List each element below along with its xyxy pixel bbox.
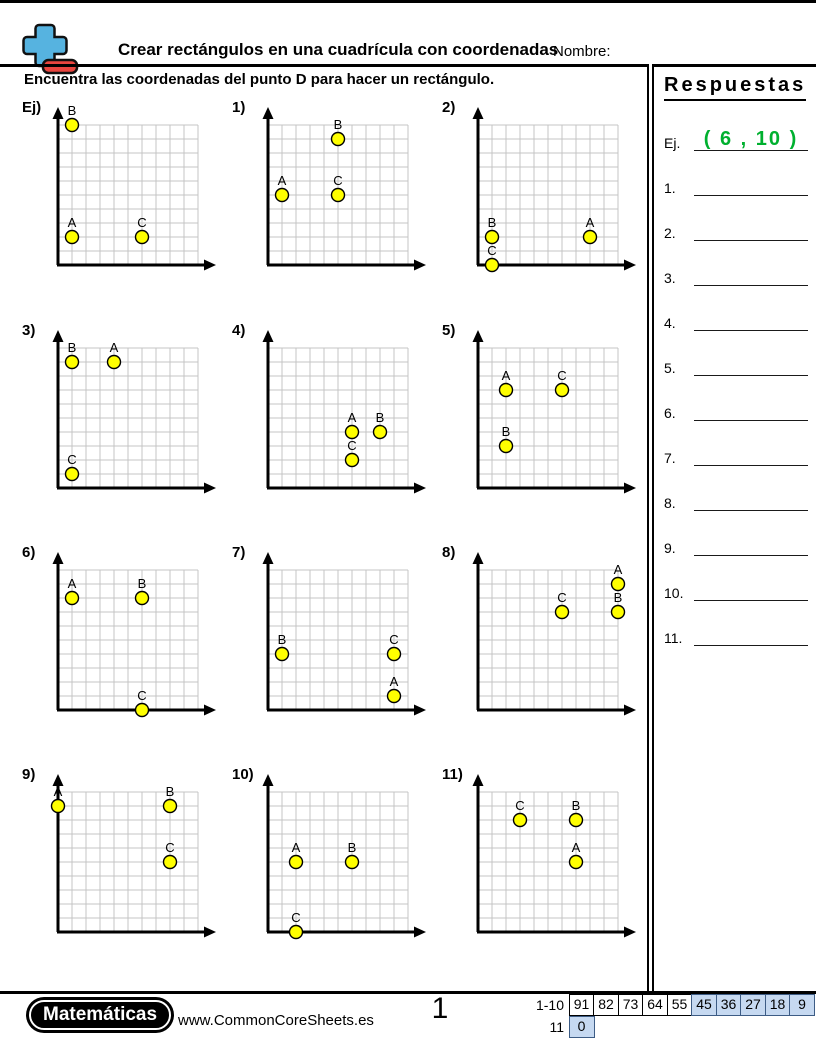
answer-number: 11. — [664, 630, 683, 646]
point-A — [388, 690, 401, 703]
point-label-A: A — [109, 340, 119, 355]
answer-blank — [694, 259, 808, 286]
point-label-C: C — [137, 215, 147, 230]
point-C — [556, 606, 569, 619]
point-label-A: A — [347, 410, 357, 425]
point-A — [500, 384, 513, 397]
point-C — [388, 648, 401, 661]
point-label-B: B — [487, 215, 497, 230]
point-label-C: C — [333, 173, 343, 188]
point-A — [66, 231, 79, 244]
score-cell: 82 — [593, 994, 619, 1016]
point-label-C: C — [347, 438, 357, 453]
point-C — [136, 231, 149, 244]
problem-number: 8) — [442, 544, 456, 561]
answer-row-9 — [664, 530, 808, 556]
point-B — [612, 606, 625, 619]
problem-panel-2 — [440, 97, 650, 315]
coordinate-grid — [462, 770, 638, 948]
coordinate-grid — [462, 103, 638, 281]
problem-panel-5 — [440, 320, 650, 538]
point-C — [66, 468, 79, 481]
point-label-C: C — [67, 452, 77, 467]
answer-blank — [694, 124, 808, 151]
answer-blank — [694, 169, 808, 196]
point-A — [570, 856, 583, 869]
answer-number: 3. — [664, 270, 676, 286]
problem-number: 6) — [22, 544, 36, 561]
point-label-B: B — [571, 798, 581, 813]
answer-row-7 — [664, 440, 808, 466]
brand-name: Matemáticas — [29, 1000, 171, 1030]
point-B — [332, 133, 345, 146]
point-label-A: A — [613, 562, 623, 577]
answer-row-Ej — [664, 125, 808, 151]
answer-row-4 — [664, 305, 808, 331]
answer-number: Ej. — [664, 135, 681, 151]
point-B — [276, 648, 289, 661]
problem-panel-11 — [440, 764, 650, 982]
problem-number: 9) — [22, 766, 36, 783]
point-C — [486, 259, 499, 272]
point-label-B: B — [375, 410, 385, 425]
answer-row-2 — [664, 215, 808, 241]
problem-panel-4 — [230, 320, 440, 538]
point-B — [500, 440, 513, 453]
score-cell: 91 — [569, 994, 595, 1016]
point-label-A: A — [585, 215, 595, 230]
point-label-B: B — [347, 840, 357, 855]
point-C — [332, 189, 345, 202]
point-label-A: A — [53, 784, 63, 799]
answer-blank — [694, 349, 808, 376]
point-label-C: C — [291, 910, 301, 925]
answer-blank — [694, 484, 808, 511]
answer-row-5 — [664, 350, 808, 376]
point-A — [290, 856, 303, 869]
point-B — [66, 356, 79, 369]
problem-number: 5) — [442, 322, 456, 339]
coordinate-grid — [42, 770, 218, 948]
example-answer-value: ( 6 , 10 ) — [703, 128, 799, 150]
point-label-B: B — [333, 117, 343, 132]
point-A — [612, 578, 625, 591]
point-label-C: C — [515, 798, 525, 813]
point-label-C: C — [137, 688, 147, 703]
point-label-C: C — [487, 243, 497, 258]
problem-panel-9 — [20, 764, 230, 982]
point-label-B: B — [137, 576, 147, 591]
score-row — [518, 1016, 815, 1038]
problem-panel-3 — [20, 320, 230, 538]
score-range-label: 11 — [549, 1019, 564, 1035]
score-cell: 0 — [569, 1016, 595, 1038]
score-cell: 18 — [765, 994, 791, 1016]
coordinate-grid — [42, 326, 218, 504]
answer-blank — [694, 394, 808, 421]
answer-blank — [694, 304, 808, 331]
score-cell: 73 — [618, 994, 644, 1016]
point-label-C: C — [165, 840, 175, 855]
point-A — [108, 356, 121, 369]
point-label-A: A — [571, 840, 581, 855]
problem-panel-8 — [440, 542, 650, 760]
problem-panel-6 — [20, 542, 230, 760]
answer-row-1 — [664, 170, 808, 196]
score-table — [518, 994, 815, 1038]
problem-number: 4) — [232, 322, 246, 339]
point-B — [374, 426, 387, 439]
point-C — [290, 926, 303, 939]
point-label-B: B — [67, 103, 77, 118]
answer-number: 8. — [664, 495, 676, 511]
score-cell: 27 — [740, 994, 766, 1016]
point-label-B: B — [67, 340, 77, 355]
point-B — [346, 856, 359, 869]
point-label-A: A — [67, 215, 77, 230]
score-row — [518, 994, 815, 1016]
point-C — [556, 384, 569, 397]
page-number: 1 — [431, 992, 449, 1025]
problem-number: Ej) — [22, 99, 42, 116]
answer-blank — [694, 214, 808, 241]
answer-number: 1. — [664, 180, 676, 196]
score-cell: 36 — [716, 994, 742, 1016]
website-url: www.CommonCoreSheets.es — [178, 1012, 374, 1029]
point-A — [584, 231, 597, 244]
problem-panel-Ej — [20, 97, 230, 315]
answer-row-10 — [664, 575, 808, 601]
problem-panel-7 — [230, 542, 440, 760]
answer-blank — [694, 574, 808, 601]
point-label-A: A — [501, 368, 511, 383]
point-label-A: A — [277, 173, 287, 188]
answer-blank — [694, 619, 808, 646]
instruction-text: Encuentra las coordenadas del punto D para hacer un rectángulo. — [24, 71, 495, 88]
score-cell: 9 — [789, 994, 815, 1016]
point-A — [346, 426, 359, 439]
coordinate-grid — [462, 548, 638, 726]
point-C — [164, 856, 177, 869]
answer-blank — [694, 439, 808, 466]
point-B — [164, 800, 177, 813]
problem-number: 3) — [22, 322, 36, 339]
problem-number: 11) — [442, 766, 463, 783]
score-range-label: 1-10 — [535, 997, 564, 1013]
point-A — [276, 189, 289, 202]
point-B — [136, 592, 149, 605]
answers-heading: Respuestas — [664, 74, 806, 101]
coordinate-grid — [42, 548, 218, 726]
answer-number: 7. — [664, 450, 676, 466]
point-label-C: C — [389, 632, 399, 647]
answer-row-11 — [664, 620, 808, 646]
point-label-A: A — [389, 674, 399, 689]
coordinate-grid — [462, 326, 638, 504]
point-A — [52, 800, 65, 813]
point-label-C: C — [557, 368, 567, 383]
problem-panel-1 — [230, 97, 440, 315]
point-label-B: B — [613, 590, 623, 605]
point-B — [486, 231, 499, 244]
point-label-A: A — [291, 840, 301, 855]
point-label-B: B — [277, 632, 287, 647]
coordinate-grid — [252, 103, 428, 281]
point-C — [346, 454, 359, 467]
answers-separator — [647, 64, 654, 994]
answer-row-6 — [664, 395, 808, 421]
page-title: Crear rectángulos en una cuadrícula con coordenadas — [118, 40, 559, 59]
answer-row-3 — [664, 260, 808, 286]
problem-number: 10) — [232, 766, 254, 783]
point-C — [136, 704, 149, 717]
brand-badge — [26, 997, 174, 1033]
score-cell: 64 — [642, 994, 668, 1016]
coordinate-grid — [252, 770, 428, 948]
problem-panel-10 — [230, 764, 440, 982]
answers-list — [654, 125, 816, 646]
point-label-B: B — [165, 784, 175, 799]
problem-number: 2) — [442, 99, 456, 116]
name-field-label: Nombre: — [553, 43, 611, 60]
answer-number: 4. — [664, 315, 676, 331]
answer-row-8 — [664, 485, 808, 511]
answer-number: 10. — [664, 585, 684, 601]
coordinate-grid — [252, 326, 428, 504]
problem-number: 1) — [232, 99, 246, 116]
coordinate-grid — [252, 548, 428, 726]
answer-number: 9. — [664, 540, 676, 556]
answer-number: 5. — [664, 360, 676, 376]
score-cell: 45 — [691, 994, 717, 1016]
point-label-C: C — [557, 590, 567, 605]
point-A — [66, 592, 79, 605]
point-C — [514, 814, 527, 827]
point-label-B: B — [501, 424, 511, 439]
point-label-A: A — [67, 576, 77, 591]
answer-blank — [694, 529, 808, 556]
answers-column — [654, 66, 816, 992]
answer-number: 2. — [664, 225, 676, 241]
problem-number: 7) — [232, 544, 246, 561]
point-B — [66, 119, 79, 132]
score-cell: 55 — [667, 994, 693, 1016]
answer-number: 6. — [664, 405, 676, 421]
point-B — [570, 814, 583, 827]
coordinate-grid — [42, 103, 218, 281]
